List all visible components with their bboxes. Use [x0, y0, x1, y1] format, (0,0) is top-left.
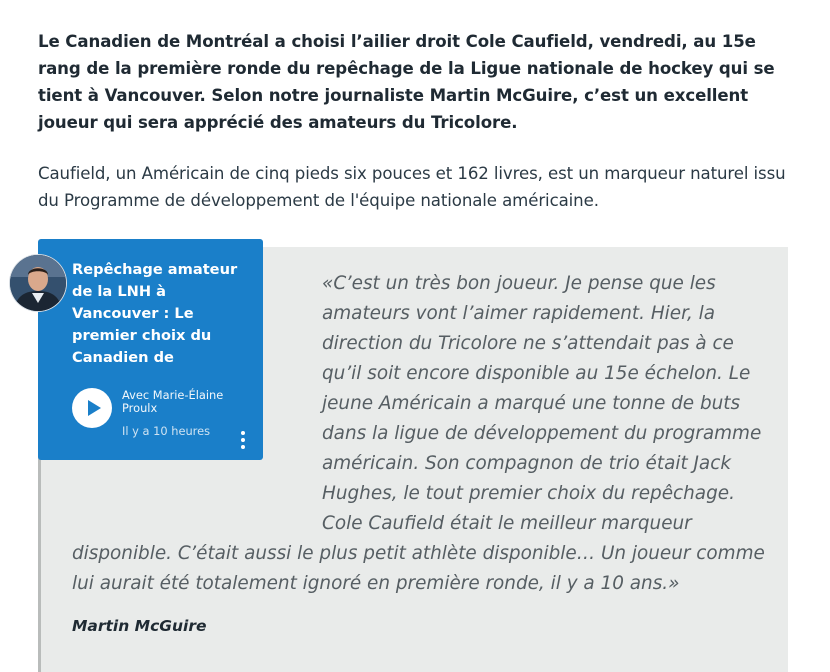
- podcast-time: Il y a 10 heures: [122, 424, 211, 438]
- host-portrait-icon: [10, 255, 66, 311]
- more-vertical-icon: [236, 430, 250, 450]
- quote-text: «C’est un très bon joueur. Je pense que les amateurs vont l’aimer rapidement. Hier, la direction du Tricolore ne s’attendait pas à ce qu’il soit encore disponible au 15e échelon. Le jeune Américain a marqué une tonne de buts dans la ligue de développement du programme américain. Son compagnon de trio était Jack Hughes, le tout premier choix du repêchage. Cole Caufield était le meilleur marqueur disponible. C’était aussi le plus petit athlète disponible… Un joueur comme lui aurait été totalement ignoré en première ronde, il y a 10 ans.»: [72, 273, 765, 594]
- podcast-host: Avec Marie-Élaine Proulx: [122, 388, 224, 415]
- play-button[interactable]: [72, 388, 112, 428]
- quote-author: Martin McGuire: [72, 617, 207, 635]
- play-icon: [72, 388, 112, 428]
- podcast-title[interactable]: Repêchage amateur de la LNH à Vancouver : Le premier choix du Canadien de: [72, 261, 238, 366]
- more-options-button[interactable]: [236, 430, 250, 450]
- article-paragraph: Caufield, un Américain de cinq pieds six pouces et 162 livres, est un marqueur naturel issu du Programme de développement de l'équipe nationale américaine.: [38, 164, 786, 210]
- avatar: [10, 255, 66, 311]
- article-lead: Le Canadien de Montréal a choisi l’ailier droit Cole Caufield, vendredi, au 15e rang de la première ronde du repêchage de la Ligue nationale de hockey qui se tient à Vancouver. Selon notre journaliste Martin McGuire, c’est un excellent joueur qui sera apprécié des amateurs du Tricolore.: [38, 32, 775, 132]
- podcast-card[interactable]: [38, 239, 263, 460]
